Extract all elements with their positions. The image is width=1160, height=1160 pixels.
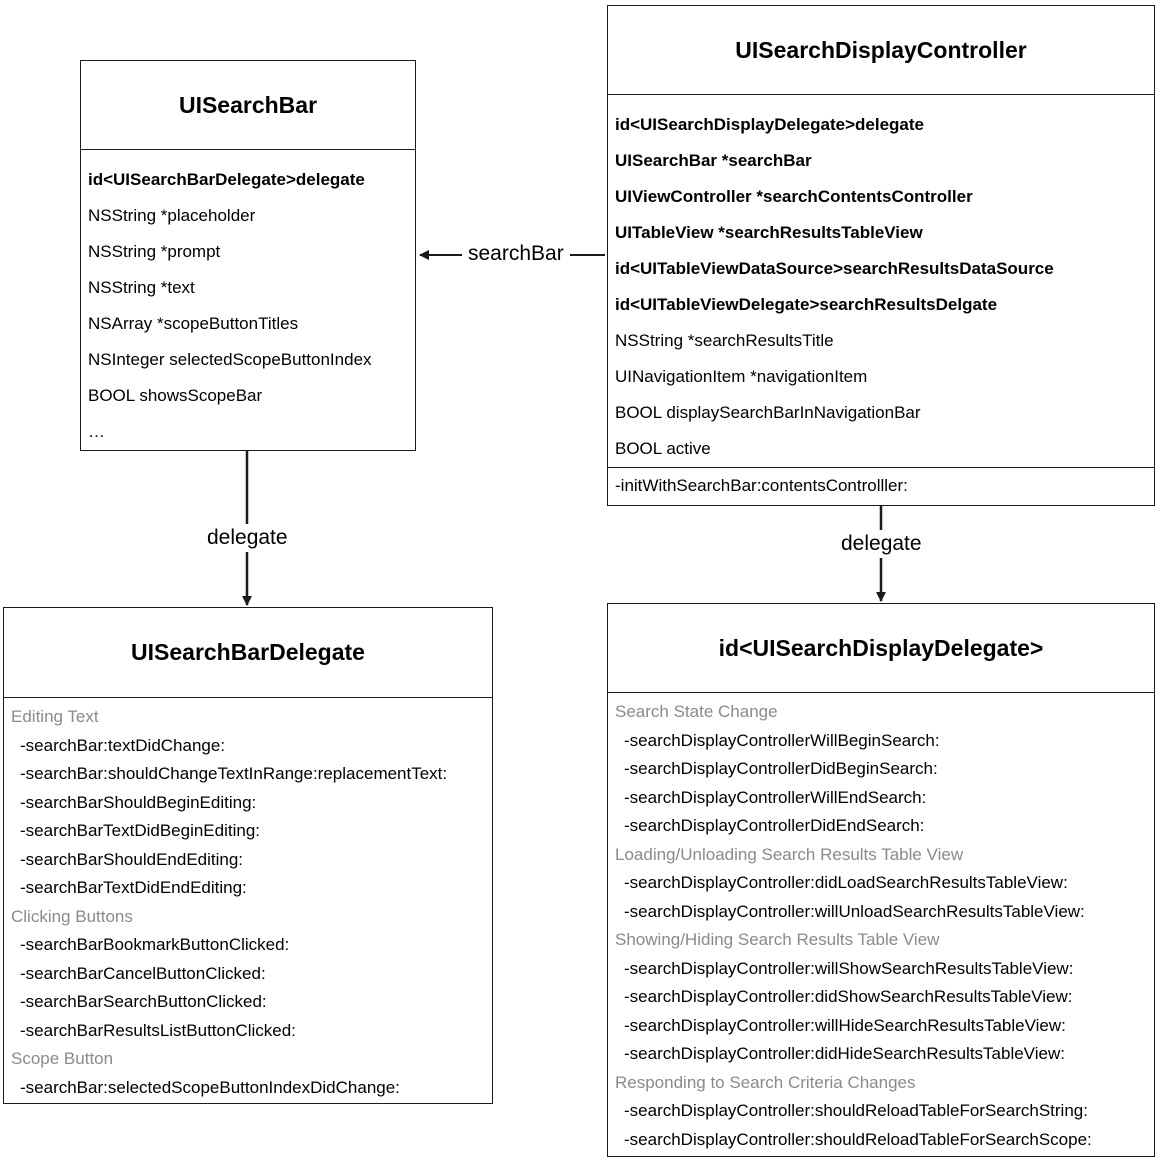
property-line: BOOL displaySearchBarInNavigationBar [615, 403, 921, 422]
searchbar-delegate-connector-label: delegate [203, 524, 292, 552]
method-line: -searchBarTextDidEndEditing: [20, 878, 247, 897]
method-line: -initWithSearchBar:contentsControlller: [608, 467, 1154, 503]
display-delegate-connector-label: delegate [837, 530, 926, 558]
property-line: UINavigationItem *navigationItem [615, 367, 868, 386]
method-line: -searchBar:selectedScopeButtonIndexDidChange: [20, 1077, 400, 1097]
method-line: -searchDisplayController:willHideSearchResultsTableView: [624, 1015, 1066, 1035]
method-line: -searchBar:textDidChange: [20, 735, 226, 755]
search-bar-delegate-protocol-box [3, 607, 493, 1104]
property-line: NSString *text [88, 278, 195, 297]
property-line: id<UITableViewDelegate>searchResultsDelgate [615, 295, 998, 314]
method-line: -searchBarTextDidBeginEditing: [20, 821, 261, 840]
property-line: BOOL showsScopeBar [88, 386, 263, 405]
property-line: UIViewController *searchContentsController [615, 187, 973, 206]
method-line: -searchDisplayControllerWillBeginSearch: [624, 730, 940, 750]
search-bar-class-box [80, 60, 416, 451]
property-line: id<UISearchBarDelegate>delegate [88, 170, 365, 189]
property-line: NSInteger selectedScopeButtonIndex [88, 350, 372, 369]
method-line: -searchDisplayControllerWillEndSearch: [624, 787, 927, 807]
method-group-header: Clicking Buttons [11, 906, 133, 926]
property-line: UITableView *searchResultsTableView [615, 223, 923, 242]
searchbar-connector-label: searchBar [462, 242, 570, 266]
method-line: -searchBarShouldBeginEditing: [20, 792, 257, 812]
search-bar-properties [81, 150, 415, 450]
method-line: -searchDisplayControllerDidEndSearch: [624, 816, 925, 835]
search-display-controller-class-box [607, 5, 1155, 506]
method-line: -searchBarSearchButtonClicked: [20, 992, 267, 1011]
property-line: … [88, 422, 105, 441]
method-line: -searchDisplayController:shouldReloadTableForSearchString: [624, 1101, 1088, 1120]
method-group-header: Editing Text [11, 707, 99, 726]
method-line: -searchDisplayController:shouldReloadTableForSearchScope: [624, 1129, 1092, 1149]
search-display-controller-class-title: UISearchDisplayController [608, 6, 1154, 95]
property-line: NSString *placeholder [88, 206, 256, 225]
property-line: UISearchBar *searchBar [615, 151, 812, 170]
search-display-delegate-methods [608, 693, 1154, 1154]
search-bar-delegate-methods [4, 698, 492, 1102]
property-line: NSArray *scopeButtonTitles [88, 314, 299, 333]
method-group-header: Search State Change [615, 702, 778, 721]
method-line: -searchDisplayController:willUnloadSearchResultsTableView: [624, 901, 1085, 921]
method-line: -searchDisplayController:didLoadSearchResultsTableView: [624, 873, 1068, 892]
property-line: BOOL active [615, 439, 711, 458]
method-line: -searchBar:shouldChangeTextInRange:replacementText: [20, 764, 448, 783]
method-line: -searchDisplayController:willShowSearchResultsTableView: [624, 958, 1074, 978]
property-line: NSString *prompt [88, 242, 221, 261]
property-line: NSString *searchResultsTitle [615, 331, 834, 350]
method-group-header: Showing/Hiding Search Results Table View [615, 930, 940, 949]
method-line: -searchDisplayControllerDidBeginSearch: [624, 759, 938, 778]
method-group-header: Responding to Search Criteria Changes [615, 1072, 916, 1092]
property-line: id<UITableViewDataSource>searchResultsDataSource [615, 259, 1054, 278]
method-line: -searchDisplayController:didShowSearchResultsTableView: [624, 987, 1073, 1006]
method-line: -searchBarBookmarkButtonClicked: [20, 935, 290, 954]
method-group-header: Scope Button [11, 1049, 114, 1068]
method-line: -searchDisplayController:didHideSearchResultsTableView: [624, 1044, 1065, 1063]
search-bar-class-title: UISearchBar [81, 61, 415, 150]
search-display-controller-properties [608, 95, 1154, 467]
method-line: -searchBarShouldEndEditing: [20, 849, 244, 869]
property-line: id<UISearchDisplayDelegate>delegate [615, 115, 924, 134]
search-display-delegate-protocol-box [607, 603, 1155, 1157]
search-bar-delegate-protocol-title: UISearchBarDelegate [4, 608, 492, 698]
search-display-delegate-protocol-title: id<UISearchDisplayDelegate> [608, 604, 1154, 693]
method-line: -searchBarResultsListButtonClicked: [20, 1020, 296, 1040]
search-display-controller-methods [608, 467, 1154, 503]
method-line: -searchBarCancelButtonClicked: [20, 963, 266, 983]
method-group-header: Loading/Unloading Search Results Table View [615, 844, 964, 864]
